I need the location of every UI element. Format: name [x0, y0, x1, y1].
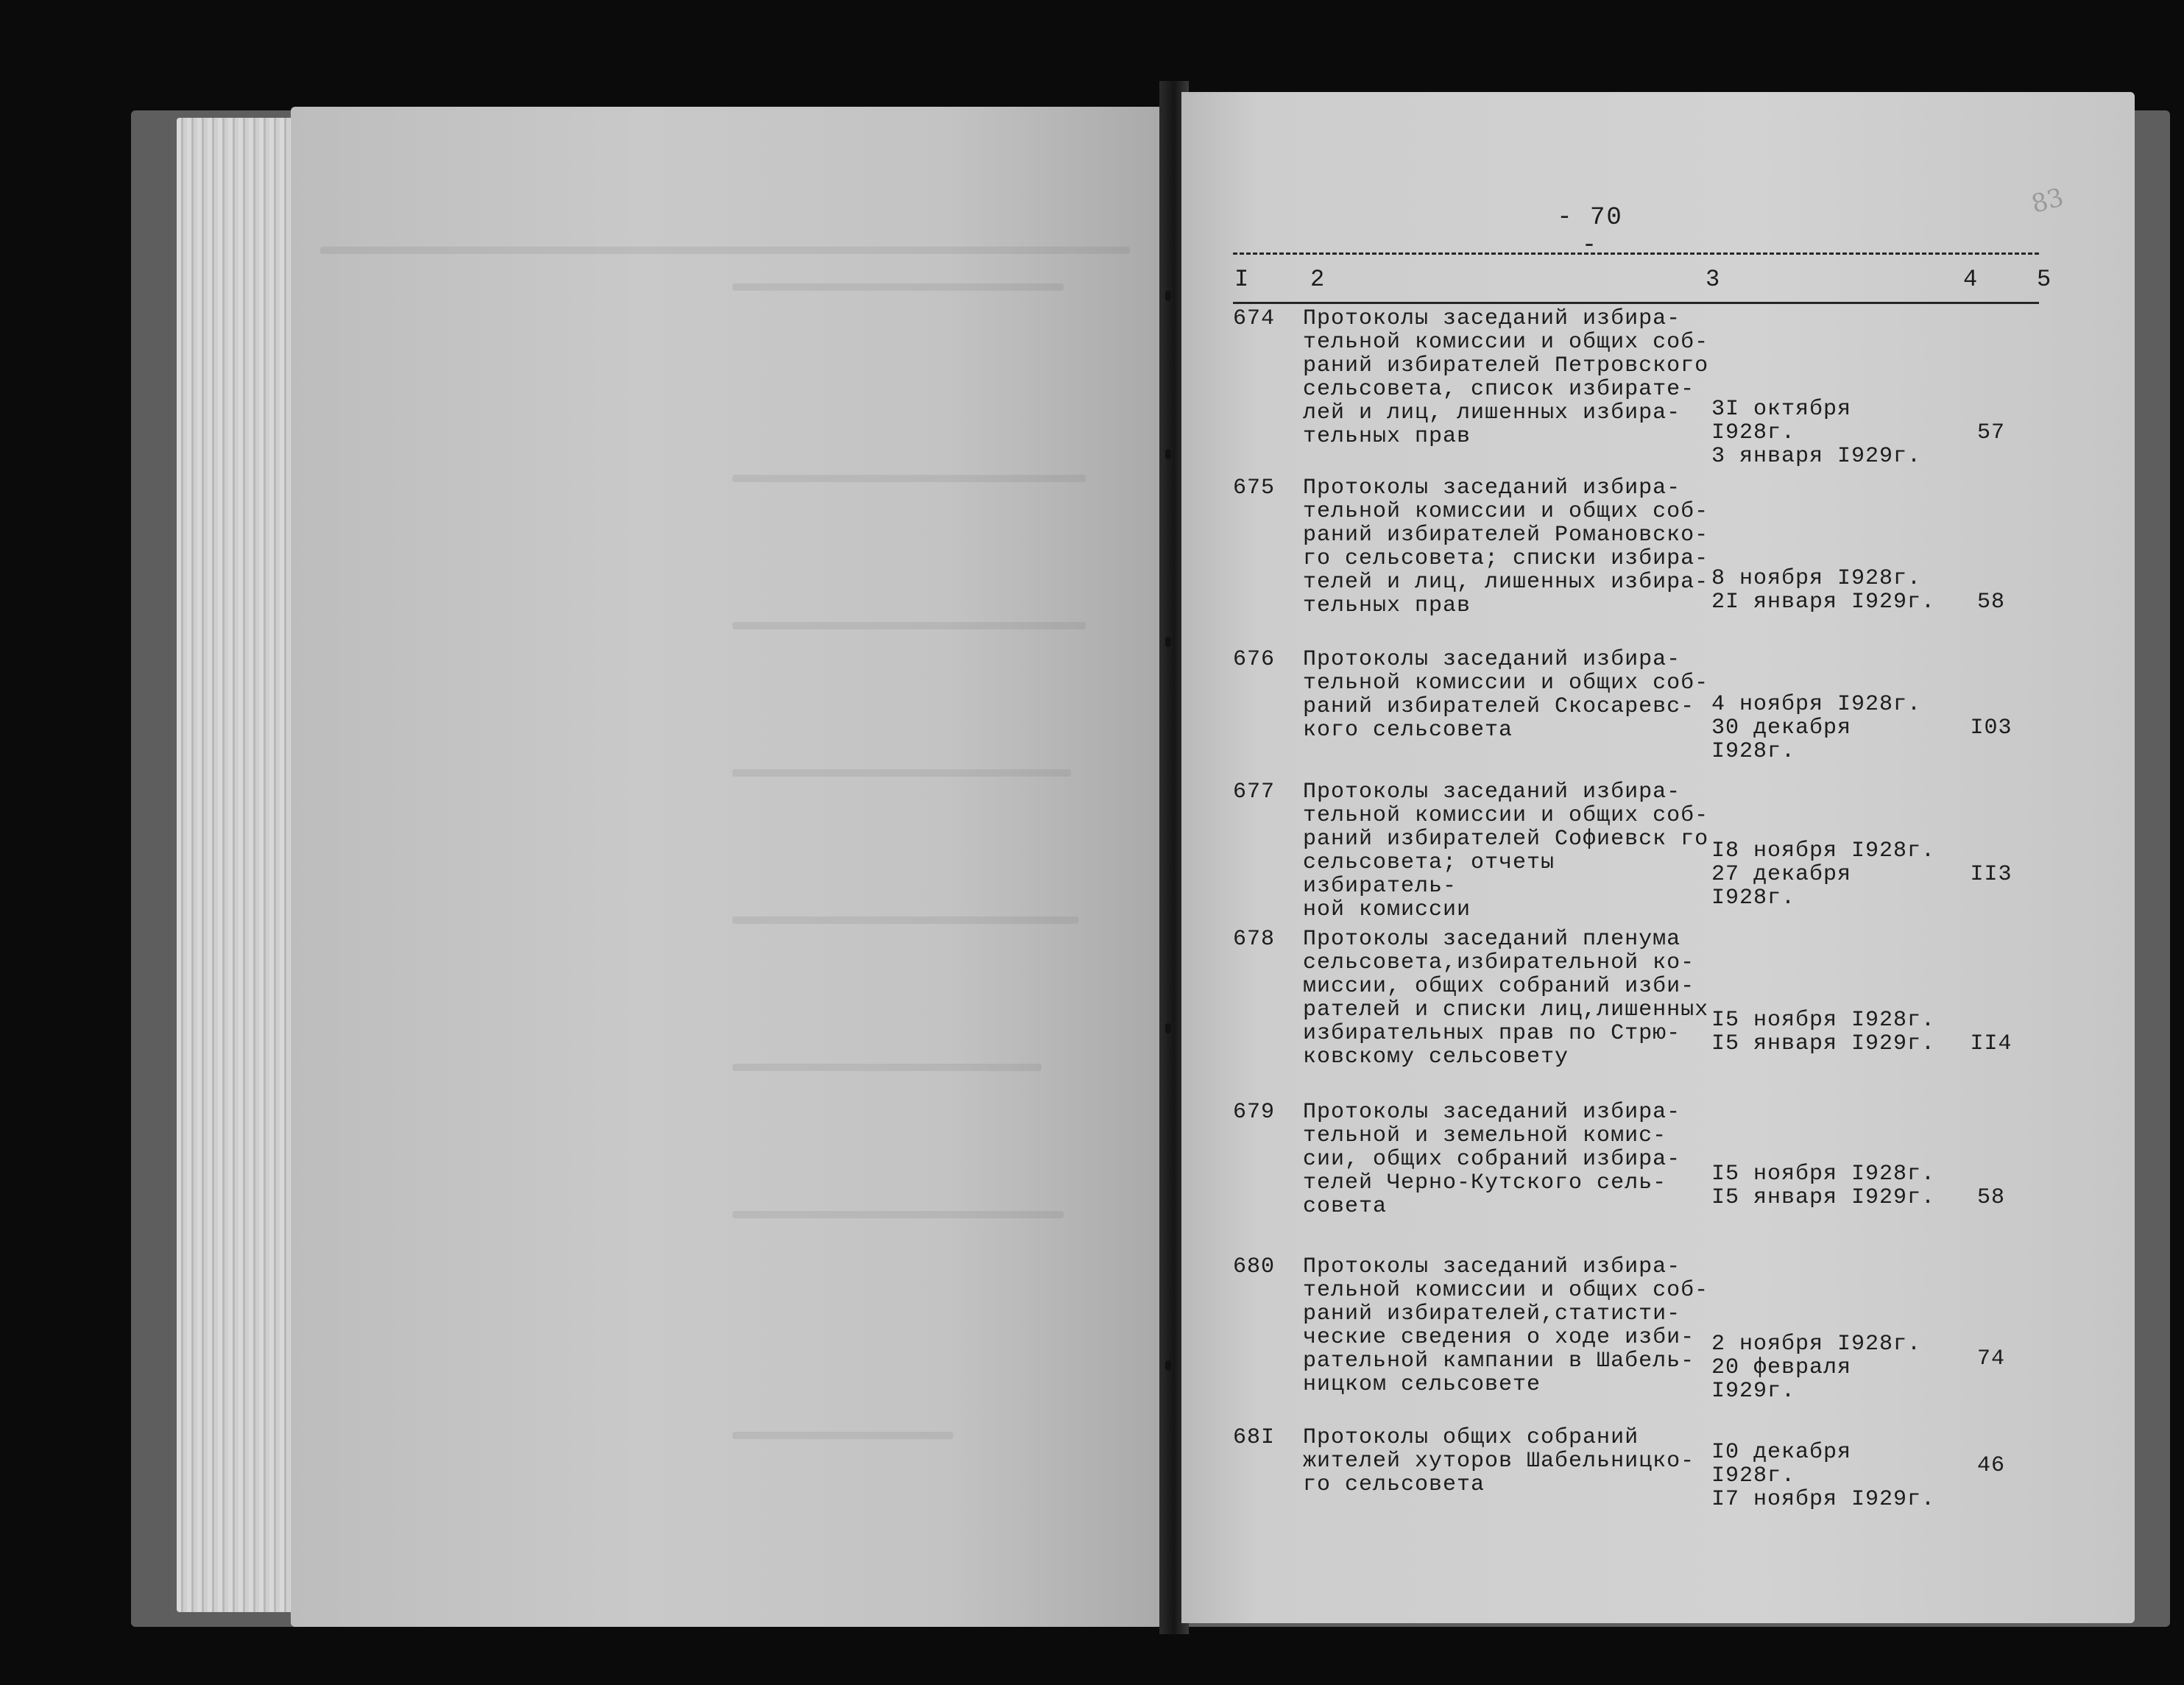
binding-hole	[1165, 637, 1171, 647]
row-dates: 2 ноября I928г. 20 февраля I929г.	[1711, 1332, 1922, 1404]
archive-pencil-number: 83	[2028, 183, 2067, 219]
row-dates: I8 ноября I928г. 27 декабря I928г.	[1711, 838, 1936, 911]
row-description: Протоколы заседаний избира- тельной комиссии и общих соб- раний избирателей Петровского сельсовета, список избирате- лей и лиц, лишенных избира- тельных прав	[1303, 306, 1709, 449]
row-number: 678	[1233, 927, 1276, 952]
bleed-through-line	[732, 1432, 953, 1439]
header-top-rule	[1233, 252, 2039, 255]
row-dates: I5 ноября I928г. I5 января I929г.	[1711, 1008, 1936, 1056]
row-description: Протоколы заседаний избира- тельной и земельной комис- сии, общих собраний избира- телей Черно-Кутского сель- совета	[1303, 1100, 1681, 1219]
row-dates: 4 ноября I928г. 30 декабря I928г.	[1711, 692, 1922, 764]
row-dates: 3I октября I928г. 3 января I929г.	[1711, 397, 1922, 469]
bleed-through-line	[732, 622, 1086, 629]
bleed-through-line	[732, 475, 1086, 482]
row-dates: I0 декабря I928г. I7 ноября I929г.	[1711, 1440, 1936, 1512]
row-dates: I5 ноября I928г. I5 января I929г.	[1711, 1162, 1936, 1210]
row-number: 68I	[1233, 1425, 1276, 1450]
row-sheet-count: II4	[1970, 1031, 2012, 1056]
bleed-through-line	[732, 1064, 1042, 1071]
row-description: Протоколы заседаний избира- тельной комиссии и общих соб- раний избирателей Софиевск го сельсовета; отчеты избиратель- ной комиссии	[1303, 780, 1709, 922]
row-dates: 8 ноября I928г. 2I января I929г.	[1711, 566, 1936, 615]
row-description: Протоколы заседаний пленума сельсовета,избирательной ко- миссии, общих собраний изби- рателей и списки лиц,лишенных избирательных прав по Стрю- ковскому сельсовету	[1303, 927, 1709, 1070]
row-number: 679	[1233, 1100, 1276, 1125]
row-sheet-count: 74	[1976, 1346, 2005, 1371]
row-number: 674	[1233, 306, 1276, 331]
row-sheet-count: 57	[1976, 420, 2005, 445]
row-sheet-count: 58	[1976, 590, 2005, 615]
bleed-through-line	[732, 283, 1064, 291]
row-sheet-count: 58	[1976, 1185, 2005, 1210]
binding-hole	[1165, 449, 1171, 459]
row-description: Протоколы заседаний избира- тельной комиссии и общих соб- раний избирателей Скосаревс- кого сельсовета	[1303, 647, 1709, 743]
right-page[interactable]	[1181, 92, 2135, 1623]
column-header-4: 4	[1963, 266, 1978, 293]
row-description: Протоколы заседаний избира- тельной комиссии и общих соб- раний избирателей,статисти- ческие сведения о ходе изби- рательной кампании в Шабель- ницком сельсовете	[1303, 1254, 1709, 1397]
column-header-2: 2	[1310, 266, 1325, 293]
bleed-through-line	[732, 916, 1078, 924]
row-description: Протоколы общих собраний жителей хуторов Шабельницко- го сельсовета	[1303, 1425, 1695, 1497]
row-number: 677	[1233, 780, 1276, 805]
binding-hole	[1165, 291, 1171, 301]
row-description: Протоколы заседаний избира- тельной комиссии и общих соб- раний избирателей Романовско- го сельсовета; списки избира- телей и лиц, лишенных избира- тельных прав	[1303, 476, 1709, 618]
row-sheet-count: I03	[1970, 716, 2012, 741]
row-number: 675	[1233, 476, 1276, 501]
column-header-1: I	[1234, 266, 1249, 293]
bleed-through-line	[732, 769, 1071, 777]
column-header-5: 5	[2037, 266, 2052, 293]
binding-hole	[1165, 1360, 1171, 1371]
header-bottom-rule	[1233, 302, 2039, 304]
bleed-through-line	[732, 1211, 1064, 1218]
row-sheet-count: II3	[1970, 862, 2012, 887]
column-header-3: 3	[1706, 266, 1720, 293]
left-page[interactable]	[291, 107, 1167, 1627]
bleed-through-line	[320, 247, 1130, 254]
row-number: 676	[1233, 647, 1276, 672]
binding-hole	[1165, 1023, 1171, 1034]
row-sheet-count: 46	[1976, 1453, 2005, 1478]
page-number: - 70 -	[1557, 204, 1623, 260]
row-number: 680	[1233, 1254, 1276, 1279]
